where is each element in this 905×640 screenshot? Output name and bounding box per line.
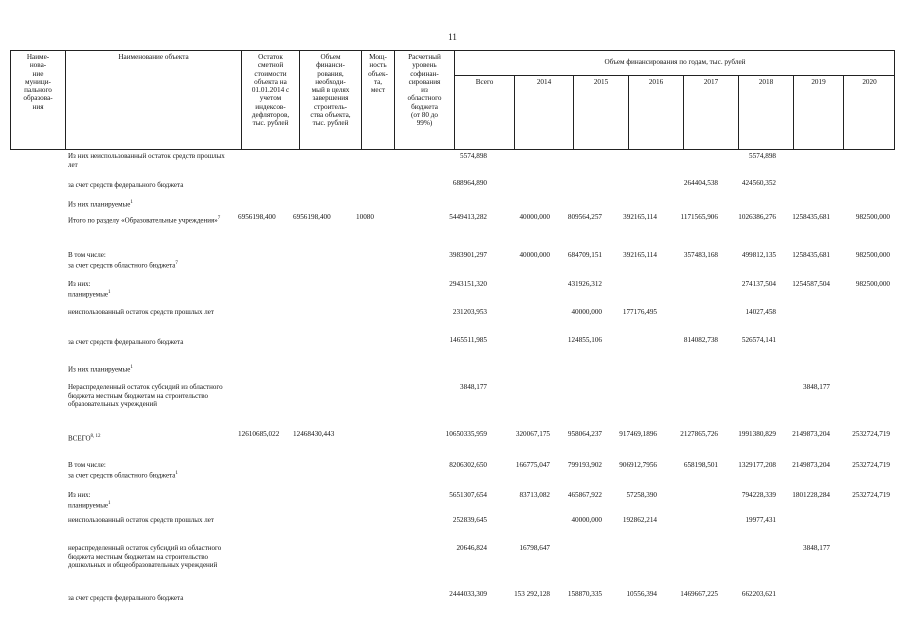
cell-year-3: 392165,114 (623, 213, 657, 221)
cell-year-1: 166775,047 (515, 461, 550, 469)
row-label-text: Из них неиспользованный остаток средств прошлых лет (68, 152, 225, 169)
cell-year-6: 2149873,204 (792, 430, 830, 438)
row-label-text: Итого по разделу «Образовательные учреждения» (68, 216, 218, 225)
row-footnote-mark: 1 (108, 500, 111, 506)
cell-year-5: 1991380,829 (738, 430, 776, 438)
row-label (68, 181, 226, 190)
cell-year-7: 982500,000 (855, 280, 890, 288)
row-label-text: ВСЕГО (68, 434, 91, 443)
header-financing-by-year: Объем финансирования по годам, тыс. рублей (454, 50, 895, 75)
row-footnote-mark: 1 (130, 200, 133, 205)
row-footnote-mark: 8, 12 (90, 434, 101, 439)
row-label (68, 544, 226, 570)
cell-year-5: 1329177,208 (738, 461, 776, 469)
row-footnote-mark: 1 (108, 289, 111, 295)
row-label (68, 280, 226, 299)
cell-year-3: 177176,495 (622, 308, 657, 316)
cell-year-4: 1171565,906 (680, 213, 718, 221)
cell-year-6: 1801228,284 (792, 491, 830, 499)
row-label-text: нераспределенный остаток субсидий из областного бюджета местным бюджетам на строительство дошкольных и общеобразовательных учреждений (68, 544, 222, 570)
cell-year-5: 794228,339 (741, 491, 776, 499)
cell-year-0: 5449413,282 (449, 213, 487, 221)
row-label (68, 383, 226, 409)
cell-year-4: 814082,738 (683, 336, 718, 344)
cell-year-0: 688964,890 (452, 179, 487, 187)
cell-year-6: 2149873,204 (792, 461, 830, 469)
row-label (68, 433, 226, 443)
cell-year-2: 465867,922 (567, 491, 602, 499)
cell-year-5: 19977,431 (745, 516, 776, 524)
row-label (68, 491, 226, 510)
row-label-text: Нераспределенный остаток субсидий из областного бюджета местным бюджетам на строительство образовательных учреждений (68, 383, 223, 409)
cell-year-6: 3848,177 (803, 544, 830, 552)
header-balance: Остаток сметной стоимости объекта на 01.01.2014 с учетом индексов- дефляторов, тыс. рублей (241, 50, 299, 150)
cell-year-2: 124855,106 (567, 336, 602, 344)
header-year-4: 2017 (683, 75, 738, 150)
header-object: Наименование объекта (65, 50, 241, 150)
row-label-text: Из них планируемые (68, 365, 131, 374)
cell-year-2: 40000,000 (571, 308, 602, 316)
row-label (68, 199, 226, 209)
row-footnote-mark: 7 (175, 260, 178, 266)
cell-year-3: 906912,7956 (619, 461, 657, 469)
row-label-text: Из них планируемые (68, 200, 131, 209)
cell-year-5: 14027,458 (745, 308, 776, 316)
cell-year-2: 158870,335 (567, 590, 602, 598)
cell-year-4: 658198,501 (683, 461, 718, 469)
header-year-3: 2016 (628, 75, 683, 150)
cell-year-2: 799193,902 (567, 461, 602, 469)
cell-year-2: 684709,151 (567, 251, 602, 259)
cell-year-5: 5574,898 (749, 152, 776, 160)
page-number: 11 (448, 32, 457, 42)
row-label (68, 461, 226, 480)
row-label (68, 152, 226, 169)
cell-year-0: 10650335,959 (445, 430, 487, 438)
cell-year-1: 16798,647 (519, 544, 550, 552)
cell-year-1: 40000,000 (519, 213, 550, 221)
header-year-7: 2020 (843, 75, 895, 150)
cell-year-0: 5574,898 (460, 152, 487, 160)
cell-year-0: 8206302,650 (449, 461, 487, 469)
cell-year-5: 526574,141 (741, 336, 776, 344)
cell-year-7: 982500,000 (855, 213, 890, 221)
cell-year-5: 1026386,276 (738, 213, 776, 221)
cell-year-3: 10556,394 (626, 590, 657, 598)
cell-year-1: 320067,175 (515, 430, 550, 438)
header-year-6: 2019 (793, 75, 843, 150)
row-label-text: за счет средств федерального бюджета (68, 338, 184, 346)
header-cofinancing-level: Расчетный уровень софинан- сирования из областного бюджета (от 80 до 99%) (394, 50, 454, 150)
cell-year-5: 499812,135 (741, 251, 776, 259)
header-needed: Объем финанси- рования, необходи- мый в целях завершения строитель- ства объекта, тыс. рублей (299, 50, 361, 150)
cell-year-7: 982500,000 (855, 251, 890, 259)
row-label-text: В том числе: (68, 251, 106, 259)
cell-balance: 12610685,022 (238, 430, 280, 438)
row-label (68, 338, 226, 347)
cell-year-0: 1465511,985 (449, 336, 487, 344)
cell-year-1: 40000,000 (519, 251, 550, 259)
row-label-text: за счет средств областного бюджета (68, 260, 176, 269)
header-year-2: 2015 (573, 75, 628, 150)
cell-year-4: 2127865,726 (680, 430, 718, 438)
cell-year-5: 424560,352 (741, 179, 776, 187)
row-footnote-mark: 7 (217, 216, 221, 221)
cell-year-0: 5651307,654 (449, 491, 487, 499)
cell-balance: 6956198,400 (238, 213, 276, 221)
row-label-text: Из них: (68, 491, 91, 499)
row-label (68, 594, 226, 603)
header-year-0: Всего (454, 75, 514, 150)
cell-year-6: 3848,177 (803, 383, 830, 391)
cell-capacity: 10080 (356, 213, 374, 221)
row-label-text: Из них: (68, 280, 91, 288)
row-label-text: за счет средств областного бюджета (68, 470, 176, 479)
row-footnote-mark: 1 (130, 365, 133, 370)
row-label (68, 364, 226, 374)
cell-year-4: 264404,538 (683, 179, 718, 187)
row-label (68, 516, 226, 525)
cell-year-0: 2444033,309 (449, 590, 487, 598)
cell-year-2: 809564,257 (567, 213, 602, 221)
row-label (68, 251, 226, 270)
header-capacity: Мощ- ность объек- та, мест (361, 50, 394, 150)
cell-year-2: 40000,000 (571, 516, 602, 524)
cell-year-0: 3983901,297 (449, 251, 487, 259)
cell-year-6: 1258435,681 (792, 213, 830, 221)
header-year-1: 2014 (514, 75, 573, 150)
cell-year-0: 231203,953 (452, 308, 487, 316)
cell-year-0: 20646,824 (456, 544, 487, 552)
cell-year-3: 57258,390 (626, 491, 657, 499)
cell-year-2: 958064,237 (567, 430, 602, 438)
cell-year-0: 2943151,320 (449, 280, 487, 288)
row-label-text: планируемые (68, 500, 109, 509)
cell-year-7: 2532724,719 (852, 461, 890, 469)
header-year-5: 2018 (738, 75, 793, 150)
cell-year-3: 192862,214 (622, 516, 657, 524)
row-label-text: за счет средств федерального бюджета (68, 594, 184, 602)
cell-year-4: 357483,168 (683, 251, 718, 259)
cell-year-1: 83713,082 (519, 491, 550, 499)
cell-needed: 12468430,443 (293, 430, 335, 438)
header-municipality: Наиме- нова- ние муници- пального образова- ния (10, 50, 65, 150)
row-label-text: за счет средств федерального бюджета (68, 181, 184, 189)
cell-needed: 6956198,400 (293, 213, 331, 221)
cell-year-5: 274137,504 (741, 280, 776, 288)
cell-year-0: 3848,177 (460, 383, 487, 391)
cell-year-2: 431926,312 (567, 280, 602, 288)
table-header (10, 50, 895, 150)
cell-year-0: 252839,645 (452, 516, 487, 524)
row-label-text: планируемые (68, 289, 109, 298)
cell-year-1: 153 292,128 (514, 590, 550, 598)
row-footnote-mark: 1 (175, 470, 178, 476)
cell-year-5: 662203,621 (741, 590, 776, 598)
row-label-text: В том числе: (68, 461, 106, 469)
row-label-text: неиспользованный остаток средств прошлых лет (68, 516, 214, 524)
row-label-text: неиспользованный остаток средств прошлых лет (68, 308, 214, 316)
cell-year-6: 1258435,681 (792, 251, 830, 259)
cell-year-7: 2532724,719 (852, 491, 890, 499)
cell-year-3: 392165,114 (623, 251, 657, 259)
cell-year-6: 1254587,504 (792, 280, 830, 288)
cell-year-4: 1469667,225 (680, 590, 718, 598)
cell-year-3: 917469,1896 (619, 430, 657, 438)
row-label (68, 308, 226, 317)
row-label (68, 215, 226, 225)
cell-year-7: 2532724,719 (852, 430, 890, 438)
